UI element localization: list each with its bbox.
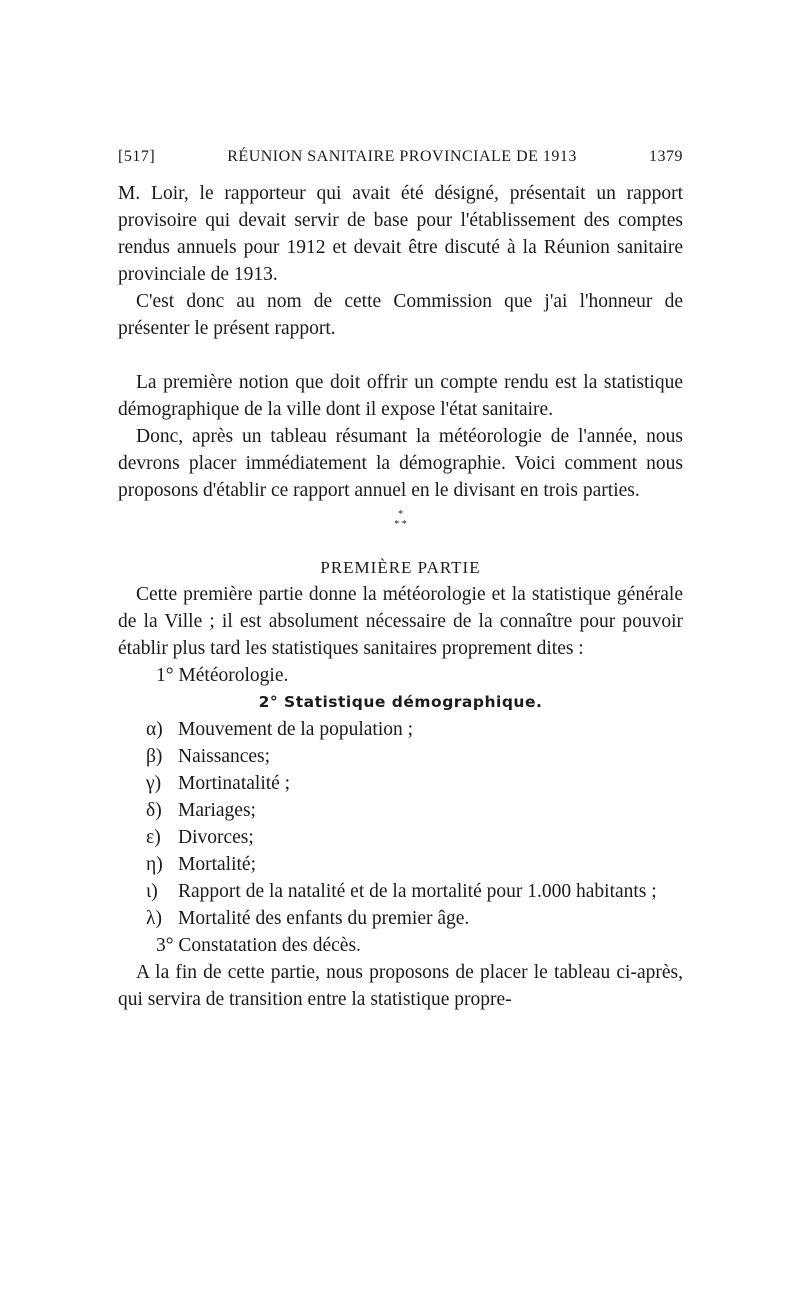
list-marker: ι) xyxy=(146,881,158,902)
list-item-text: Mortalité des enfants du premier âge. xyxy=(178,908,470,929)
list-item xyxy=(118,797,683,824)
list-marker: γ) xyxy=(146,773,162,794)
list-item-text: Naissances; xyxy=(178,746,271,767)
list-item xyxy=(118,716,683,743)
part-intro: Cette première partie donne la météorologie et la statistique générale de la Ville ; il est absolument nécessaire de la connaître pour pouvoir établir plus tard les statistiques sanitaires proprement dites : xyxy=(118,584,683,659)
list-marker: λ) xyxy=(146,908,162,929)
list-item xyxy=(118,824,683,851)
paragraph-gap xyxy=(118,342,683,369)
list-item-meteorology: 1° Météorologie. xyxy=(156,665,289,686)
demographic-list xyxy=(118,716,683,932)
asterism-bottom: * * xyxy=(394,519,407,530)
list-marker: ε) xyxy=(146,827,161,848)
asterism-top: * xyxy=(398,509,403,520)
list-item-text: Mortinatalité ; xyxy=(178,773,291,794)
list-marker: α) xyxy=(146,719,163,740)
paragraph-closing: A la fin de cette partie, nous proposons de placer le tableau ci-après, qui servira de transition entre la statistique propre- xyxy=(118,962,683,1010)
list-item-text: Divorces; xyxy=(178,827,254,848)
list-item xyxy=(118,851,683,878)
page-body xyxy=(118,180,683,1013)
list-item-text: Mariages; xyxy=(178,800,256,821)
list-item xyxy=(118,905,683,932)
list-marker: β) xyxy=(146,746,163,767)
list-item-text: Mouvement de la population ; xyxy=(178,719,414,740)
paragraph-loir-report: M. Loir, le rapporteur qui avait été désigné, présentait un rapport provisoire qui devait servir de base pour l'établissement des comptes rendus annuels pour 1912 et devait être discuté à la Réunion sanitaire provinciale de 1913. xyxy=(118,183,683,285)
asterism-separator xyxy=(118,510,683,530)
paragraph-commission: C'est donc au nom de cette Commission que j'ai l'honneur de présenter le présent rapport. xyxy=(118,291,683,339)
paragraph-first-notion: La première notion que doit offrir un compte rendu est la statistique démographique de la ville dont il expose l'état sanitaire. xyxy=(118,372,683,420)
list-item-text: Mortalité; xyxy=(178,854,256,875)
header-title: RÉUNION SANITAIRE PROVINCIALE DE 1913 xyxy=(227,148,577,165)
list-item xyxy=(118,770,683,797)
list-marker: δ) xyxy=(146,800,162,821)
list-item xyxy=(118,878,683,905)
list-item-text: Rapport de la natalité et de la mortalité pour 1.000 habitants ; xyxy=(178,881,657,902)
part-title: PREMIÈRE PARTIE xyxy=(320,558,481,577)
paragraph-meteorology-table: Donc, après un tableau résumant la météorologie de l'année, nous devrons placer immédiatement la démographie. Voici comment nous proposons d'établir ce rapport annuel en le divisant en trois parties. xyxy=(118,426,683,501)
list-marker: η) xyxy=(146,854,163,875)
subheading-demographic-statistics: 2° Statistique démographique. xyxy=(258,693,543,711)
running-header xyxy=(118,148,683,170)
list-item xyxy=(118,743,683,770)
list-item-death-certification: 3° Constatation des décès. xyxy=(156,935,361,956)
header-left-marker: [517] xyxy=(118,148,156,165)
page-number: 1379 xyxy=(648,148,683,165)
